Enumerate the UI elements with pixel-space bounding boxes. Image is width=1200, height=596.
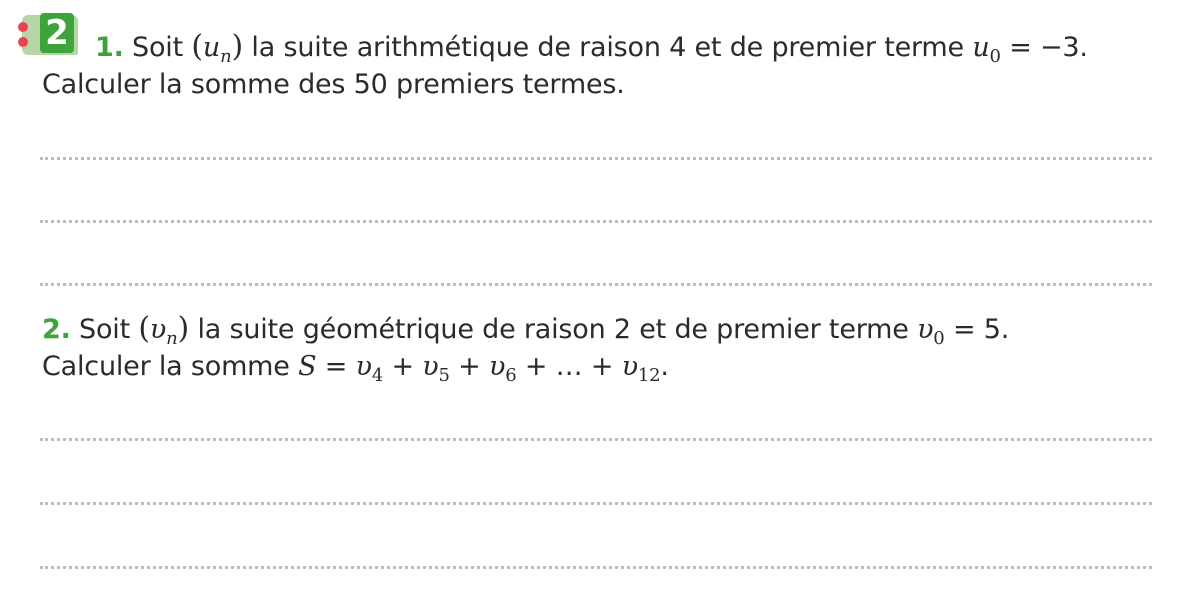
sum-term: $\upsilon_5$ [422,351,450,386]
q2-first-term-value: = 5. [952,314,1010,345]
q2-text-before: Soit [79,314,130,345]
sum-term: $\upsilon_6$ [489,351,517,386]
answer-line[interactable] [40,283,1152,286]
q2-text-middle: la suite géométrique de raison 2 et de premier terme [197,314,909,345]
q2-first-term: $\upsilon_0$ [917,314,945,349]
answer-line[interactable] [40,220,1152,223]
q1-statement: 1. Soit $(u_n)$ la suite arithmétique de raison 4 et de premier terme $u_0 = -3$. [95,29,1088,67]
answer-line[interactable] [40,438,1152,441]
sum-term: $\upsilon_4$ [355,351,384,386]
sum-variable: S [298,351,317,382]
answer-line[interactable] [40,502,1152,505]
difficulty-dot [18,37,28,47]
sum-term: $\upsilon_{12}$ [621,351,661,386]
answer-line[interactable] [40,157,1152,160]
q2-seq: $\upsilon_n$ [149,314,178,349]
q1-first-term-value: = −3. [1009,32,1088,63]
exercise-number: 2 [40,13,74,53]
q2-statement: 2. Soit $(\upsilon_n)$ la suite géométrique de raison 2 et de premier terme $\upsilon_0 = 5$. [42,311,1010,349]
exercise-badge [18,13,78,55]
q1-text-before: Soit [132,32,183,63]
sum-equals: = [324,351,348,382]
q1-text-middle: la suite arithmétique de raison 4 et de premier terme [251,32,964,63]
q1-instruction: Calculer la somme des 50 premiers termes. [42,69,625,100]
difficulty-dot [18,22,28,32]
q1-number: 1. [95,32,124,63]
q2-instruction-prefix: Calculer la somme [42,351,290,382]
answer-line[interactable] [40,566,1152,569]
q2-instruction: Calculer la somme $S = \upsilon_4 + \upsilon_5 + \upsilon_6$ + … + $\upsilon_{12}$. [42,351,669,386]
q2-number: 2. [42,314,71,345]
q1-first-term: $u_0$ [972,32,1001,67]
q1-seq: $u_n$ [202,32,232,67]
